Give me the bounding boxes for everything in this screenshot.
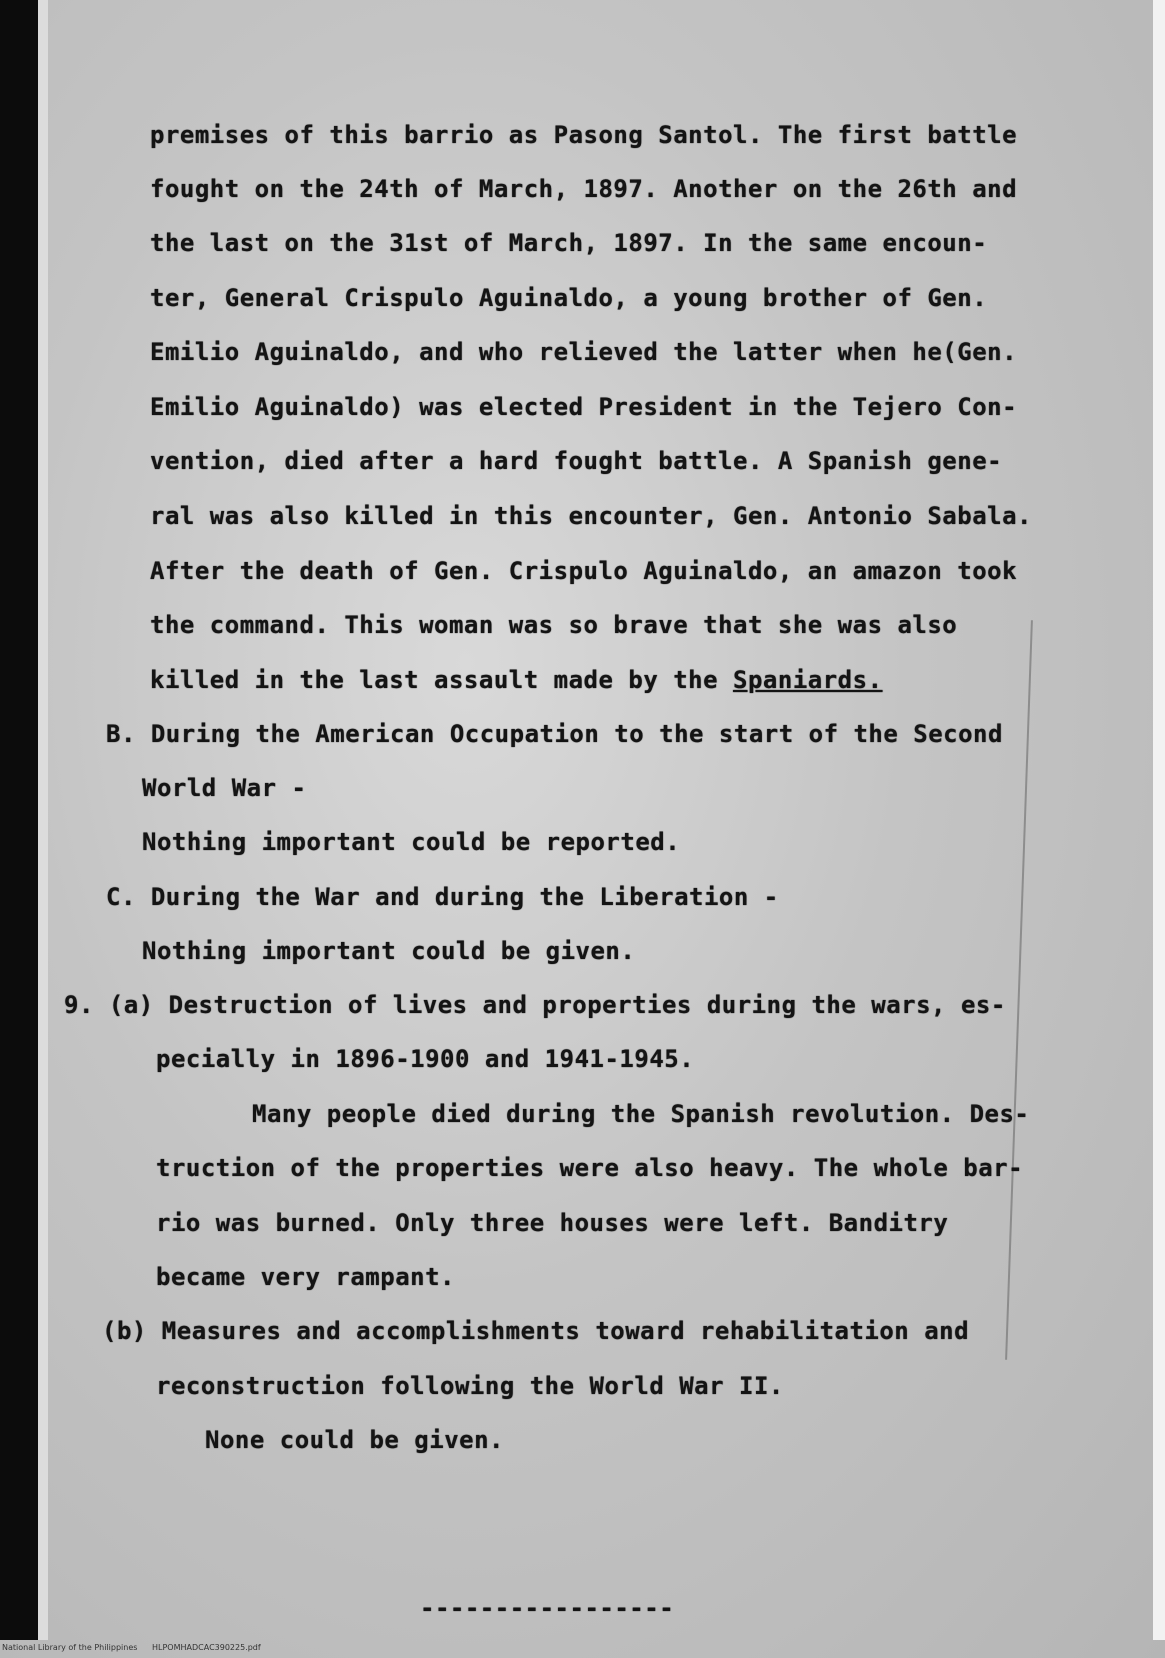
item-9b-heading-cont: reconstruction following the World War II. [156, 1372, 784, 1400]
end-rule: ----------------- [420, 1594, 675, 1622]
item-9a-paragraph-line: rio was burned. Only three houses were left. Banditry [156, 1209, 949, 1237]
text-line: After the death of Gen. Crispulo Aguinaldo, an amazon took [150, 557, 1018, 585]
item-9a-paragraph-line: Many people died during the Spanish revolution. Des- [252, 1100, 1030, 1128]
section-b-heading-cont: World War - [142, 774, 307, 802]
item-9b-heading: (b) Measures and accomplishments toward rehabilitation and [102, 1317, 970, 1345]
section-b-body: Nothing important could be reported. [142, 828, 681, 856]
text-line-last [150, 665, 883, 695]
text-line-start: killed in the last assault made by the [150, 666, 734, 694]
text-line: vention, died after a hard fought battle. A Spanish gene- [150, 447, 1003, 475]
section-c-body: Nothing important could be given. [142, 937, 636, 965]
item-9b-body: None could be given. [205, 1426, 504, 1454]
text-line: ral was also killed in this encounter, Gen. Antonio Sabala. [150, 502, 1033, 530]
text-line: Emilio Aguinaldo) was elected President in the Tejero Con- [150, 393, 1018, 421]
scan-border-margin [38, 0, 48, 1640]
text-line: the last on the 31st of March, 1897. In the same encoun- [150, 229, 988, 257]
text-line: ter, General Crispulo Aguinaldo, a young brother of Gen. [150, 284, 988, 312]
text-line: premises of this barrio as Pasong Santol. The first battle [150, 121, 1018, 149]
footer-filename: HLPOMHADCAC390225.pdf [152, 1643, 261, 1652]
item-9a-paragraph-line: truction of the properties were also heavy. The whole bar- [156, 1154, 1024, 1182]
footer-library-caption: National Library of the Philippines [2, 1643, 138, 1652]
text-line: fought on the 24th of March, 1897. Another on the 26th and [150, 175, 1018, 203]
underlined-word-spaniards: Spaniards. [733, 666, 883, 694]
text-line: the command. This woman was so brave that she was also [150, 611, 958, 639]
item-9a-heading: 9. (a) Destruction of lives and properties during the wars, es- [64, 991, 1006, 1019]
scan-border-left [0, 0, 38, 1640]
paper-crease [1005, 620, 1033, 1360]
item-9a-heading-cont: pecially in 1896-1900 and 1941-1945. [156, 1045, 695, 1073]
scan-border-right [1153, 0, 1165, 1640]
text-line: Emilio Aguinaldo, and who relieved the latter when he(Gen. [150, 338, 1018, 366]
section-c-heading: C. During the War and during the Liberation - [106, 883, 779, 911]
item-9a-paragraph-line: became very rampant. [156, 1263, 455, 1291]
section-b-heading: B. During the American Occupation to the start of the Second [106, 720, 1003, 748]
